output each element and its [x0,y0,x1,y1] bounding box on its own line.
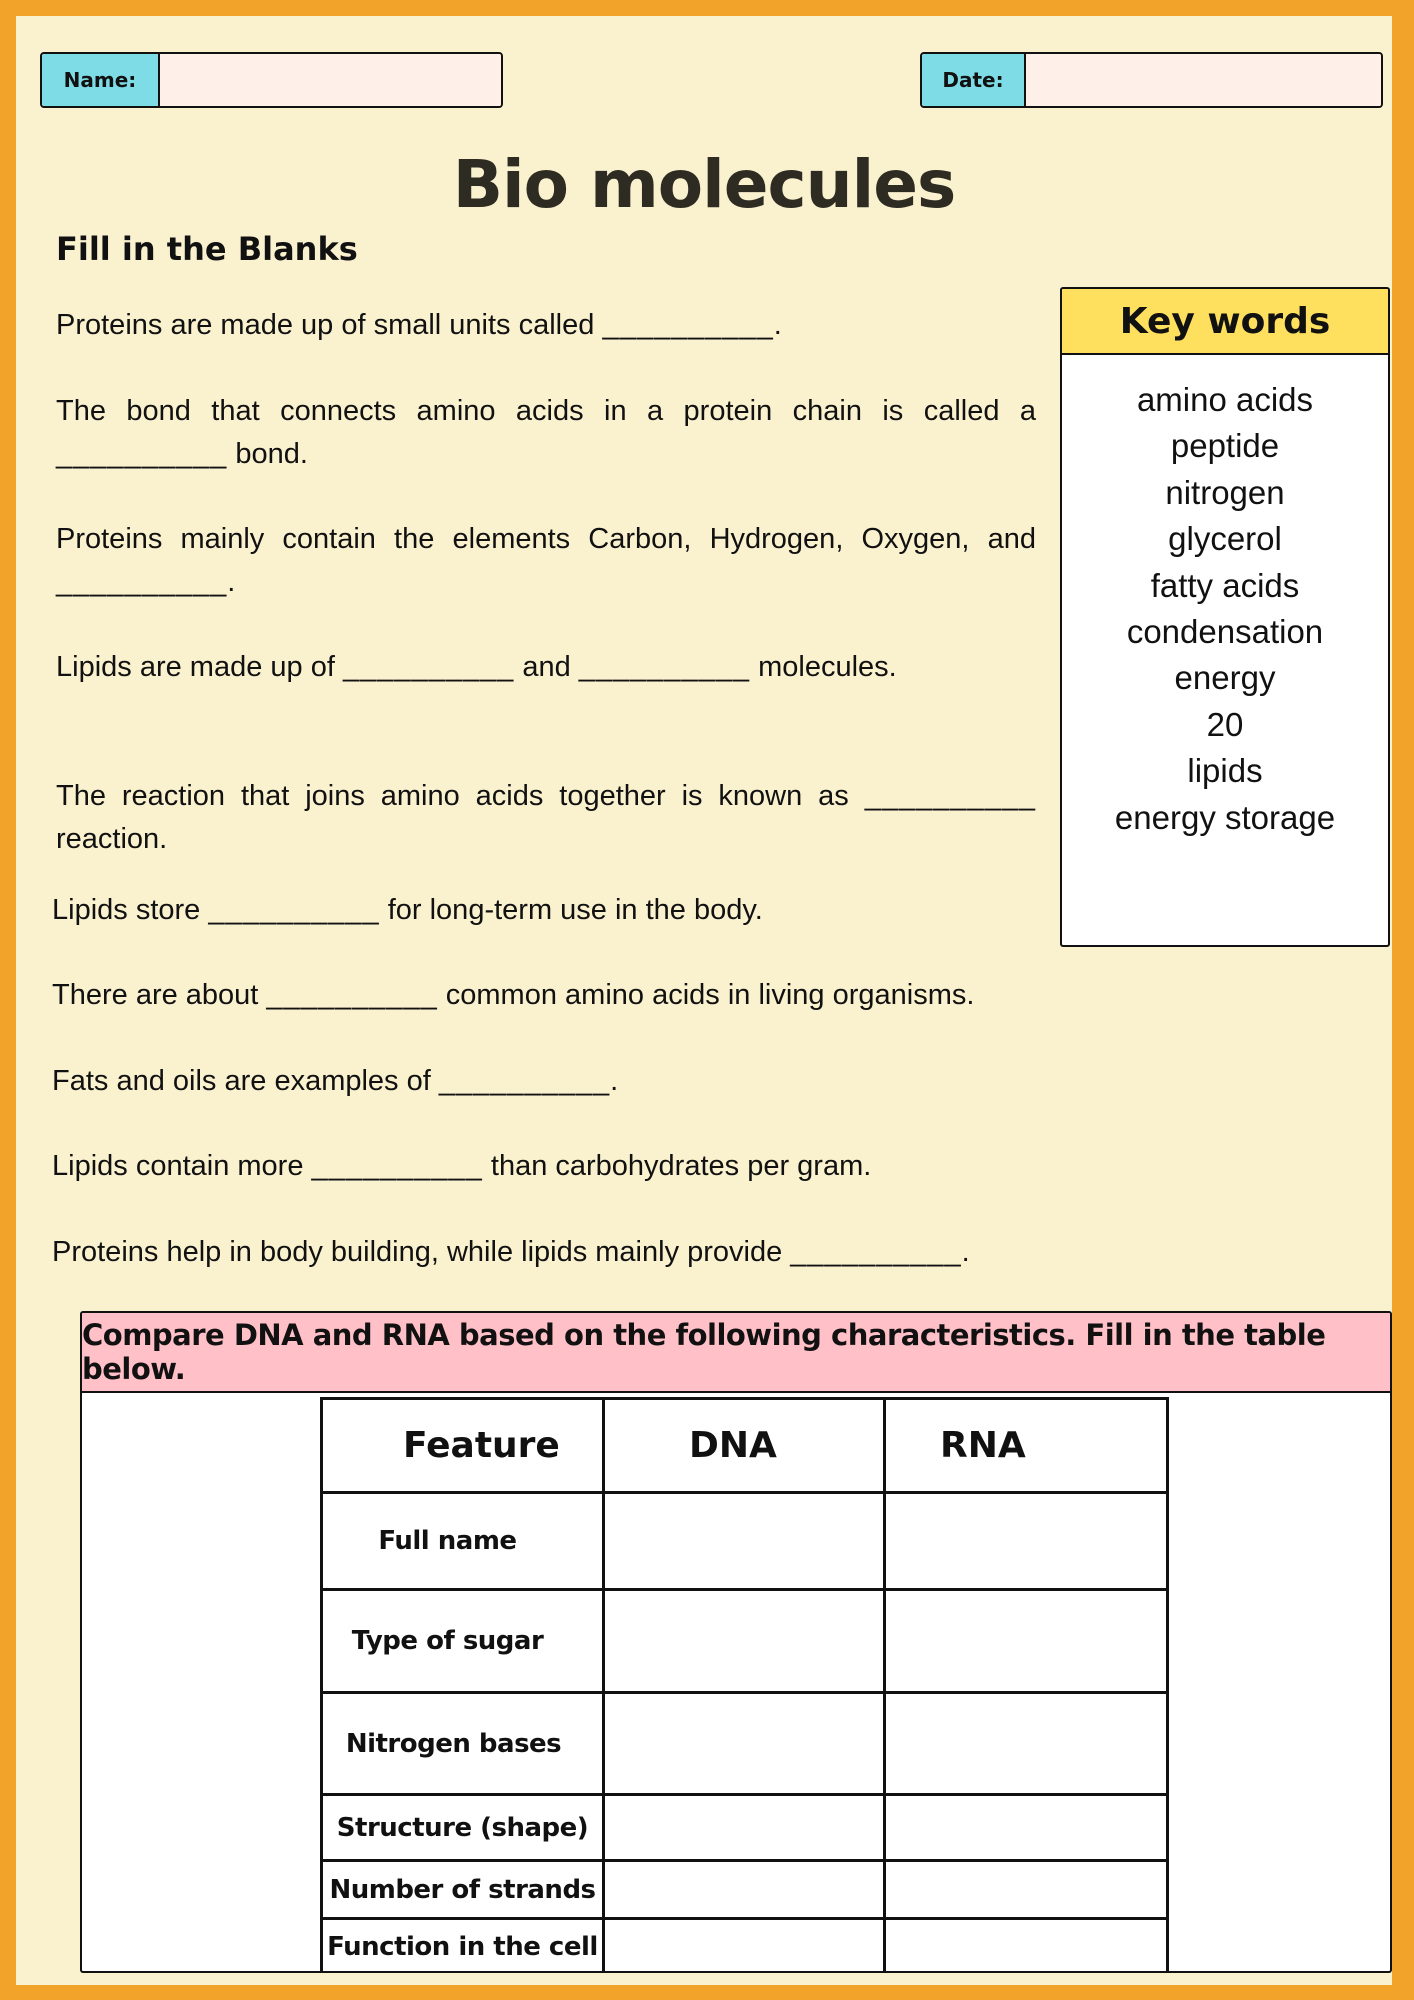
keyword-item: lipids [1187,752,1263,790]
keyword-item: energy [1174,659,1276,697]
rna-answer-input[interactable] [886,1940,1166,1957]
question-4 [56,646,1036,689]
question-text: than carbohydrates per gram. [482,1150,872,1182]
keywords-title: Key words [1062,289,1388,355]
keyword-item: fatty acids [1150,566,1300,604]
question-text: for long-term use in the body. [379,894,763,926]
question-text: Proteins help in body building, while lipids mainly provide [52,1236,791,1268]
dna-answer-input[interactable] [605,1534,883,1551]
section-title: Fill in the Blanks [56,230,358,268]
answer-blank[interactable]: __________ [56,438,228,470]
rna-answer-input[interactable] [886,1820,1166,1837]
page-title: Bio molecules [452,146,956,223]
rna-answer-input[interactable] [886,1534,1166,1551]
feature-label: Number of strands [322,1861,604,1919]
keyword-item: glycerol [1168,520,1282,558]
question-text: bond. [227,438,308,470]
dna-answer-cell[interactable] [604,1590,885,1693]
keywords-list [1062,355,1388,841]
rna-answer-input[interactable] [886,1882,1166,1899]
table-row [322,1919,1168,1974]
question-text: There are about [52,979,267,1011]
question-text: The reaction that joins amino acids together is known as [56,780,865,812]
question-text: Proteins mainly contain the elements Carbon, Hydrogen, Oxygen, and [56,523,1036,555]
question-text: The bond that connects amino acids in a protein chain is called a [56,395,1036,427]
dna-answer-cell[interactable] [604,1861,885,1919]
table-row [322,1693,1168,1795]
comparison-table [320,1397,1169,1973]
dna-answer-cell[interactable] [604,1493,885,1590]
date-field-group [920,52,1383,108]
worksheet-page [16,16,1392,1985]
keyword-item: energy storage [1114,798,1336,836]
question-text: . [961,1236,970,1268]
rna-answer-cell[interactable] [885,1493,1168,1590]
question-text: common amino acids in living organisms. [437,979,975,1011]
answer-blank[interactable]: __________ [602,309,774,341]
rna-answer-cell[interactable] [885,1919,1168,1974]
compare-section [80,1311,1392,1973]
question-text: Proteins are made up of small units called [56,309,603,341]
date-input[interactable] [1026,54,1381,106]
question-text: reaction. [56,823,168,855]
keyword-item: 20 [1206,705,1244,743]
rna-answer-cell[interactable] [885,1795,1168,1861]
question-text: . [610,1065,619,1097]
answer-blank[interactable]: __________ [578,651,751,683]
table-row [322,1493,1168,1590]
question-text: and [514,651,579,683]
column-header-feature: Feature [322,1399,604,1493]
question-5 [56,775,1036,861]
dna-answer-input[interactable] [605,1820,883,1837]
feature-label: Function in the cell [322,1919,604,1974]
answer-blank[interactable]: __________ [864,780,1036,812]
answer-blank[interactable]: __________ [342,651,515,683]
question-text: . [227,566,236,598]
rna-answer-cell[interactable] [885,1590,1168,1693]
dna-answer-cell[interactable] [604,1795,885,1861]
feature-label: Full name [322,1493,604,1590]
dna-answer-input[interactable] [605,1882,883,1899]
dna-answer-cell[interactable] [604,1693,885,1795]
dna-answer-cell[interactable] [604,1919,885,1974]
answer-blank[interactable]: __________ [208,894,380,926]
column-header-rna: RNA [885,1399,1168,1493]
rna-answer-cell[interactable] [885,1861,1168,1919]
rna-answer-cell[interactable] [885,1693,1168,1795]
keyword-item: peptide [1170,427,1280,465]
answer-blank[interactable]: __________ [790,1236,962,1268]
rna-answer-input[interactable] [886,1736,1166,1753]
question-3 [56,518,1036,604]
name-field-group [40,52,503,108]
question-1 [56,304,782,347]
table-row [322,1795,1168,1861]
question-10 [52,1231,970,1274]
question-text: . [773,309,782,341]
feature-label: Type of sugar [322,1590,604,1693]
feature-label: Structure (shape) [322,1795,604,1861]
keywords-box [1060,287,1390,947]
name-label: Name: [42,54,160,106]
keyword-item: condensation [1126,613,1324,651]
dna-answer-input[interactable] [605,1940,883,1957]
answer-blank[interactable]: __________ [438,1065,611,1097]
feature-label: Nitrogen bases [322,1693,604,1795]
question-7 [52,974,974,1017]
dna-answer-input[interactable] [605,1736,883,1753]
compare-instruction: Compare DNA and RNA based on the following characteristics. Fill in the table below. [82,1313,1390,1393]
date-label: Date: [922,54,1026,106]
question-text: molecules. [750,651,897,683]
name-input[interactable] [160,54,501,106]
table-header-row [322,1399,1168,1493]
question-6 [52,889,763,932]
table-row [322,1590,1168,1693]
answer-blank[interactable]: __________ [56,566,228,598]
question-2 [56,390,1036,476]
question-9 [52,1145,871,1188]
answer-blank[interactable]: __________ [266,979,438,1011]
column-header-dna: DNA [604,1399,885,1493]
answer-blank[interactable]: __________ [311,1150,483,1182]
table-row [322,1861,1168,1919]
question-8 [52,1060,618,1103]
keyword-item: nitrogen [1165,473,1285,511]
question-text: Lipids store [52,894,209,926]
question-text: Lipids are made up of [56,651,343,683]
question-text: Fats and oils are examples of [52,1065,439,1097]
keyword-item: amino acids [1136,381,1314,418]
question-text: Lipids contain more [52,1150,312,1182]
rna-answer-input[interactable] [886,1634,1166,1651]
dna-answer-input[interactable] [605,1634,883,1651]
